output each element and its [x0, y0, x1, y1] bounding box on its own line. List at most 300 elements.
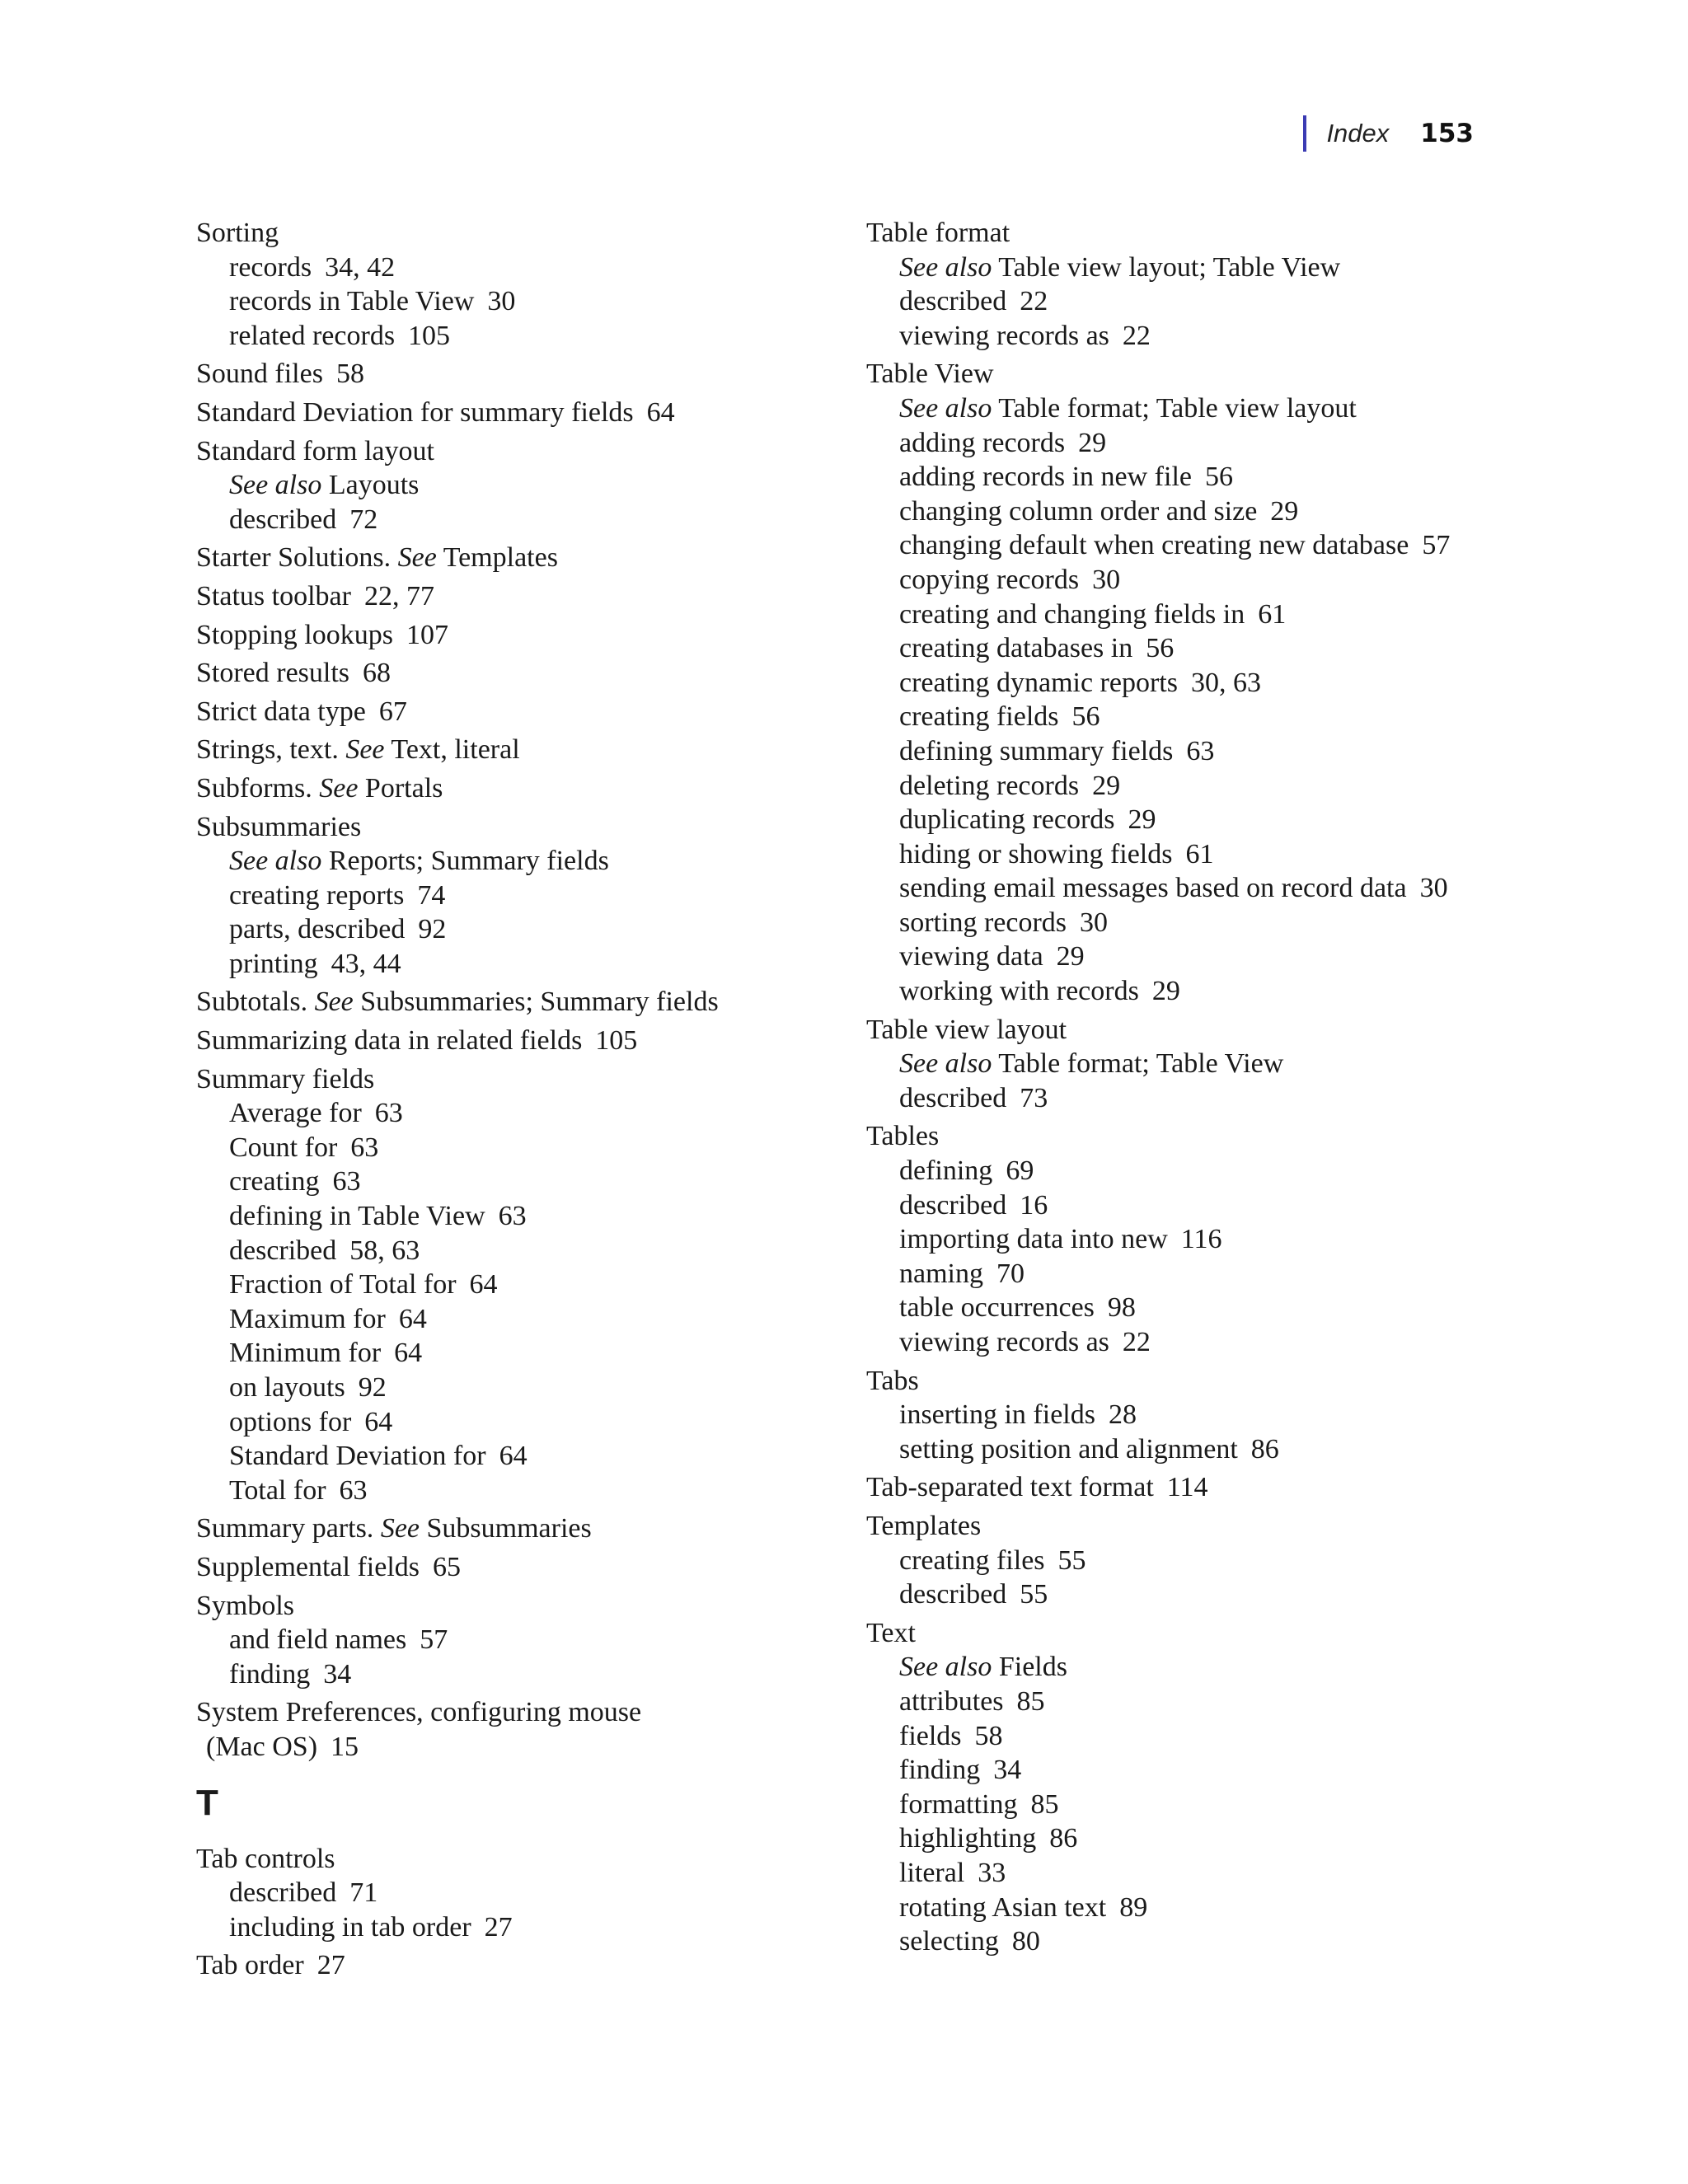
see-also-label: See also — [229, 846, 322, 877]
subentry-term: options for — [229, 1406, 352, 1437]
subentry-term: creating reports — [229, 879, 405, 911]
subentry-term: creating and changing fields in — [899, 598, 1245, 630]
page-reference: 68 — [363, 658, 392, 689]
subentry-term: highlighting — [899, 1823, 1037, 1854]
header-title: Index — [1326, 119, 1390, 148]
index-term-continued: (Mac OS) — [206, 1731, 318, 1762]
index-subentry — [866, 906, 1517, 940]
page-reference: 43, 44 — [331, 948, 401, 979]
page-reference: 80 — [1011, 1926, 1040, 1957]
index-heading — [196, 396, 839, 430]
index-heading — [866, 1119, 1517, 1154]
see-label: See — [397, 542, 437, 574]
index-term: Summarizing data in related fields — [196, 1025, 583, 1057]
index-heading — [196, 771, 839, 806]
index-term: Tables — [866, 1121, 940, 1152]
index-subentry — [196, 319, 839, 354]
index-subentry — [866, 1432, 1517, 1467]
index-subentry — [196, 1302, 839, 1337]
index-subentry — [196, 1439, 839, 1474]
index-heading — [196, 733, 839, 767]
page-reference: 29 — [1092, 770, 1121, 801]
index-subentry — [196, 1234, 839, 1268]
index-heading — [866, 216, 1517, 251]
page-reference: 58, 63 — [349, 1235, 420, 1266]
index-heading — [196, 541, 839, 575]
index-column-left — [196, 216, 839, 1987]
index-subentry — [866, 769, 1517, 804]
index-subentry — [196, 844, 839, 879]
subentry-term: inserting in fields — [899, 1399, 1095, 1431]
index-heading — [196, 695, 839, 729]
header-rule — [1303, 115, 1306, 152]
page-reference: 92 — [358, 1372, 387, 1403]
see-target: Subsummaries — [426, 1513, 592, 1544]
index-entry — [196, 1589, 839, 1692]
index-heading — [866, 1013, 1517, 1047]
index-term: System Preferences, configuring mouse — [196, 1697, 642, 1728]
index-subentry — [866, 1188, 1517, 1223]
index-subentry — [866, 803, 1517, 837]
subentry-term: sorting records — [899, 907, 1067, 938]
index-subentry — [196, 1474, 839, 1508]
index-subentry — [866, 1856, 1517, 1891]
see-target: Templates — [443, 542, 558, 574]
index-heading — [196, 1550, 839, 1585]
page-reference: 56 — [1071, 701, 1100, 733]
page-reference: 58 — [335, 359, 364, 390]
index-subentry — [866, 631, 1517, 666]
index-subentry — [866, 1821, 1517, 1856]
index-subentry — [866, 528, 1517, 563]
page-reference: 34, 42 — [325, 251, 396, 283]
index-term: Text — [866, 1617, 916, 1648]
index-entry — [866, 1616, 1517, 1959]
index-term: Templates — [866, 1510, 982, 1541]
subentry-term: changing column order and size — [899, 495, 1258, 527]
index-heading — [196, 434, 839, 469]
subentry-term: deleting records — [899, 770, 1080, 801]
subentry-term: finding — [899, 1755, 981, 1786]
index-term: Sorting — [196, 218, 279, 248]
subentry-term: Table view layout; Table View — [998, 251, 1341, 283]
index-term: Subtotals. — [196, 987, 308, 1018]
subentry-term: creating dynamic reports — [899, 667, 1178, 698]
page-reference: 22 — [1020, 286, 1048, 317]
subentry-term: setting position and alignment — [899, 1433, 1238, 1465]
page-reference: 33 — [978, 1857, 1006, 1888]
page-reference: 34 — [323, 1658, 352, 1690]
index-entry — [866, 1364, 1517, 1467]
page-reference: 64 — [499, 1441, 528, 1472]
page-reference: 61 — [1258, 598, 1287, 630]
index-entry — [866, 216, 1517, 353]
page-reference: 34 — [993, 1755, 1022, 1786]
index-subentry — [196, 503, 839, 537]
index-term: Stored results — [196, 658, 350, 689]
page-reference: 63 — [498, 1201, 527, 1232]
index-term: Table View — [866, 359, 994, 390]
index-entry — [196, 1948, 839, 1983]
subentry-term: working with records — [899, 976, 1139, 1007]
index-term: Tab order — [196, 1950, 304, 1981]
see-also-label: See also — [899, 392, 992, 424]
index-subentry — [866, 1577, 1517, 1612]
page-reference: 105 — [408, 320, 451, 351]
index-term: Subsummaries — [196, 811, 362, 842]
index-subentry — [196, 1165, 839, 1199]
subentry-term: Count for — [229, 1132, 338, 1163]
index-subentry — [866, 460, 1517, 494]
page-reference: 73 — [1020, 1082, 1048, 1113]
index-subentry — [196, 1131, 839, 1165]
index-subentry — [866, 1924, 1517, 1959]
section-letter: T — [196, 1782, 218, 1823]
index-entry — [196, 1842, 839, 1945]
index-subentry — [866, 837, 1517, 872]
index-entry — [196, 216, 839, 353]
index-subentry — [196, 879, 839, 913]
page-reference: 29 — [1056, 941, 1085, 972]
index-subentry — [866, 1685, 1517, 1719]
index-term: Standard form layout — [196, 435, 434, 466]
index-entry — [196, 733, 839, 767]
index-subentry — [866, 700, 1517, 734]
page-reference: 22, 77 — [363, 580, 434, 612]
page-reference: 29 — [1078, 427, 1107, 458]
index-entry — [196, 695, 839, 729]
subentry-term: creating — [229, 1166, 320, 1197]
index-entry — [196, 357, 839, 391]
subentry-term: adding records — [899, 427, 1066, 458]
index-subentry — [866, 974, 1517, 1009]
index-entry — [196, 1550, 839, 1585]
index-subentry — [866, 1291, 1517, 1325]
page-reference: 64 — [394, 1338, 423, 1369]
subentry-term: related records — [229, 320, 396, 351]
subentry-term: viewing data — [899, 941, 1043, 972]
subentry-term: hiding or showing fields — [899, 838, 1173, 869]
subentry-term: fields — [899, 1720, 962, 1751]
index-heading — [866, 357, 1517, 391]
page-reference: 28 — [1108, 1399, 1137, 1431]
see-label: See — [319, 772, 359, 804]
see-also-label: See also — [899, 1652, 992, 1683]
subentry-term: printing — [229, 948, 318, 979]
page-reference: 89 — [1119, 1891, 1148, 1923]
page-reference: 70 — [996, 1258, 1025, 1289]
page-reference: 15 — [331, 1731, 359, 1762]
page-reference: 30 — [1092, 564, 1121, 595]
index-subentry — [866, 1788, 1517, 1822]
page-reference: 63 — [332, 1166, 361, 1197]
index-subentry — [866, 319, 1517, 354]
subentry-term: defining summary fields — [899, 735, 1174, 766]
subentry-term: Minimum for — [229, 1338, 382, 1369]
index-entry — [866, 1119, 1517, 1359]
subentry-term: described — [899, 1189, 1007, 1221]
subentry-term: records — [229, 251, 312, 283]
page-reference: 67 — [378, 696, 407, 727]
index-subentry — [866, 1081, 1517, 1116]
page-reference: 63 — [350, 1132, 379, 1163]
subentry-term: Total for — [229, 1474, 326, 1506]
subentry-term: formatting — [899, 1788, 1018, 1820]
index-term: Tabs — [866, 1365, 919, 1396]
subentry-term: duplicating records — [899, 804, 1115, 836]
page-reference: 72 — [349, 504, 378, 535]
index-term: Subforms. — [196, 772, 312, 804]
index-term: Strings, text. — [196, 734, 339, 766]
page-reference: 29 — [1270, 495, 1299, 527]
index-subentry — [866, 391, 1517, 426]
page-reference: 27 — [316, 1950, 345, 1981]
index-term: Sound files — [196, 359, 323, 390]
subentry-term: on layouts — [229, 1372, 345, 1403]
index-subentry — [866, 1222, 1517, 1257]
page-reference: 107 — [406, 619, 448, 650]
index-heading — [196, 1589, 839, 1624]
see-also-label: See also — [899, 1048, 992, 1080]
subentry-term: Table format; Table view layout — [998, 392, 1357, 424]
index-term: Stopping lookups — [196, 619, 393, 650]
index-subentry — [866, 563, 1517, 598]
index-subentry — [866, 598, 1517, 632]
index-subentry — [866, 251, 1517, 285]
index-heading — [196, 216, 839, 251]
subentry-term: sending email messages based on record data — [899, 873, 1407, 904]
page-reference: 55 — [1020, 1579, 1048, 1610]
subentry-term: including in tab order — [229, 1911, 471, 1943]
page-reference: 64 — [398, 1303, 427, 1334]
page-reference: 116 — [1180, 1224, 1222, 1255]
index-entry — [196, 810, 839, 982]
subentry-term: defining in Table View — [229, 1201, 485, 1232]
page-reference: 61 — [1185, 838, 1214, 869]
page-header — [1303, 114, 1474, 153]
page-reference: 30, 63 — [1190, 667, 1261, 698]
index-subentry — [866, 1398, 1517, 1432]
index-subentry — [196, 1876, 839, 1910]
subentry-term: described — [899, 1082, 1007, 1113]
page-reference: 16 — [1020, 1189, 1048, 1221]
see-label: See — [380, 1513, 420, 1544]
index-term: Symbols — [196, 1590, 295, 1621]
index-subentry — [196, 1268, 839, 1302]
subentry-term: naming — [899, 1258, 983, 1289]
index-entry — [866, 1470, 1517, 1505]
index-subentry — [866, 284, 1517, 319]
index-subentry — [866, 1257, 1517, 1291]
index-heading — [196, 1024, 839, 1058]
index-entry — [866, 357, 1517, 1008]
page-reference: 114 — [1166, 1472, 1208, 1503]
subentry-term: described — [899, 286, 1007, 317]
index-entry — [196, 1062, 839, 1508]
index-subentry — [866, 1753, 1517, 1788]
subentry-term: parts, described — [229, 914, 406, 945]
index-entry — [866, 1509, 1517, 1612]
subentry-term: described — [899, 1579, 1007, 1610]
page-reference: 98 — [1107, 1292, 1136, 1324]
subentry-term: literal — [899, 1857, 965, 1888]
index-subentry — [866, 1325, 1517, 1360]
index-term: Status toolbar — [196, 580, 351, 612]
index-entry — [196, 1511, 839, 1546]
subentry-term: finding — [229, 1658, 311, 1690]
index-heading — [866, 1616, 1517, 1651]
subentry-term: changing default when creating new database — [899, 530, 1409, 561]
page-reference: 22 — [1122, 320, 1151, 351]
index-entry — [196, 656, 839, 691]
page-reference: 86 — [1049, 1823, 1078, 1854]
subentry-term: creating fields — [899, 701, 1059, 733]
subentry-term: described — [229, 1235, 337, 1266]
subentry-term: defining — [899, 1155, 993, 1187]
subentry-term: attributes — [899, 1685, 1004, 1717]
index-entry — [196, 1024, 839, 1058]
index-term: Starter Solutions. — [196, 542, 392, 574]
index-subentry — [866, 1650, 1517, 1685]
page-reference: 74 — [417, 879, 446, 911]
index-heading — [196, 810, 839, 845]
subentry-term: rotating Asian text — [899, 1891, 1107, 1923]
subentry-term: creating files — [899, 1544, 1045, 1576]
index-subentry — [866, 1544, 1517, 1578]
index-subentry — [196, 947, 839, 982]
page-reference: 86 — [1250, 1433, 1279, 1465]
see-target: Portals — [364, 772, 443, 804]
index-subentry — [866, 734, 1517, 769]
subentry-term: creating databases in — [899, 633, 1133, 664]
index-heading — [196, 1948, 839, 1983]
index-subentry — [866, 1719, 1517, 1754]
page-reference: 71 — [349, 1877, 378, 1909]
page-reference: 57 — [1422, 530, 1451, 561]
page-reference: 56 — [1146, 633, 1175, 664]
page-number: 153 — [1420, 119, 1474, 148]
see-also-label: See also — [899, 251, 992, 283]
index-term: Table format — [866, 218, 1010, 248]
index-subentry — [866, 666, 1517, 701]
subentry-term: and field names — [229, 1624, 407, 1656]
index-column-right — [866, 216, 1517, 1963]
page-reference: 85 — [1016, 1685, 1045, 1717]
page-reference: 63 — [1186, 735, 1215, 766]
page-reference: 92 — [418, 914, 447, 945]
page-reference: 27 — [484, 1911, 513, 1943]
index-term: Strict data type — [196, 696, 366, 727]
page-reference: 64 — [364, 1406, 393, 1437]
page-reference: 30 — [1419, 873, 1448, 904]
index-entry — [196, 771, 839, 806]
see-target: Subsummaries; Summary fields — [360, 987, 719, 1018]
index-heading — [196, 985, 839, 1019]
page-reference: 55 — [1057, 1544, 1086, 1576]
index-heading — [196, 357, 839, 391]
index-entry — [196, 541, 839, 575]
index-entry — [196, 618, 839, 653]
subentry-term: Reports; Summary fields — [328, 846, 609, 877]
index-term: Summary fields — [196, 1063, 375, 1094]
index-subentry — [866, 1154, 1517, 1188]
index-heading-continuation — [196, 1730, 839, 1765]
index-subentry — [196, 1096, 839, 1131]
index-entry — [196, 985, 839, 1019]
index-subentry — [196, 1199, 839, 1234]
index-heading — [196, 1842, 839, 1877]
subentry-term: Maximum for — [229, 1303, 386, 1334]
index-subentry — [866, 871, 1517, 906]
subentry-term: copying records — [899, 564, 1080, 595]
subentry-term: adding records in new file — [899, 462, 1192, 493]
page-reference: 64 — [646, 396, 675, 428]
page-reference: 29 — [1151, 976, 1180, 1007]
index-subentry — [196, 251, 839, 285]
index-term: Summary parts. — [196, 1513, 374, 1544]
subentry-term: table occurrences — [899, 1292, 1095, 1324]
index-subentry — [866, 940, 1517, 974]
index-entry — [196, 1695, 839, 1764]
page-reference: 64 — [469, 1269, 498, 1301]
index-heading — [196, 1062, 839, 1097]
page-reference: 63 — [339, 1474, 368, 1506]
page-reference: 30 — [1080, 907, 1109, 938]
subentry-term: importing data into new — [899, 1224, 1168, 1255]
index-heading — [196, 1695, 839, 1730]
see-target: Text, literal — [391, 734, 520, 766]
subentry-term: viewing records as — [899, 320, 1109, 351]
index-term: Supplemental fields — [196, 1551, 420, 1582]
see-label: See — [345, 734, 385, 766]
index-heading — [866, 1470, 1517, 1505]
subentry-term: described — [229, 504, 337, 535]
index-subentry — [866, 426, 1517, 461]
index-entry — [196, 434, 839, 537]
subentry-term: Fraction of Total for — [229, 1269, 457, 1301]
page-reference: 85 — [1030, 1788, 1059, 1820]
index-subentry — [196, 284, 839, 319]
page-reference: 30 — [487, 286, 516, 317]
page-reference: 65 — [433, 1551, 462, 1582]
index-subentry — [196, 912, 839, 947]
page-reference: 57 — [420, 1624, 448, 1656]
index-subentry — [866, 1891, 1517, 1925]
index-entry — [196, 396, 839, 430]
page-reference: 58 — [974, 1720, 1003, 1751]
page-reference: 63 — [374, 1098, 403, 1129]
index-heading — [196, 579, 839, 614]
index-subentry — [196, 1623, 839, 1657]
index-subentry — [196, 1910, 839, 1945]
index-heading — [866, 1364, 1517, 1399]
index-subentry — [866, 1047, 1517, 1081]
index-heading — [196, 1511, 839, 1546]
subentry-term: viewing records as — [899, 1327, 1109, 1357]
subentry-term: Table format; Table View — [998, 1048, 1284, 1080]
index-term: Standard Deviation for summary fields — [196, 396, 634, 428]
subentry-term: Fields — [998, 1652, 1067, 1683]
index-entry — [196, 579, 839, 614]
index-subentry — [196, 1371, 839, 1405]
subentry-term: Layouts — [328, 470, 420, 501]
index-heading — [866, 1509, 1517, 1544]
page-reference: 29 — [1128, 804, 1156, 836]
index-entry — [866, 1013, 1517, 1116]
index-subentry — [196, 1336, 839, 1371]
see-also-label: See also — [229, 470, 322, 501]
subentry-term: Average for — [229, 1098, 362, 1129]
